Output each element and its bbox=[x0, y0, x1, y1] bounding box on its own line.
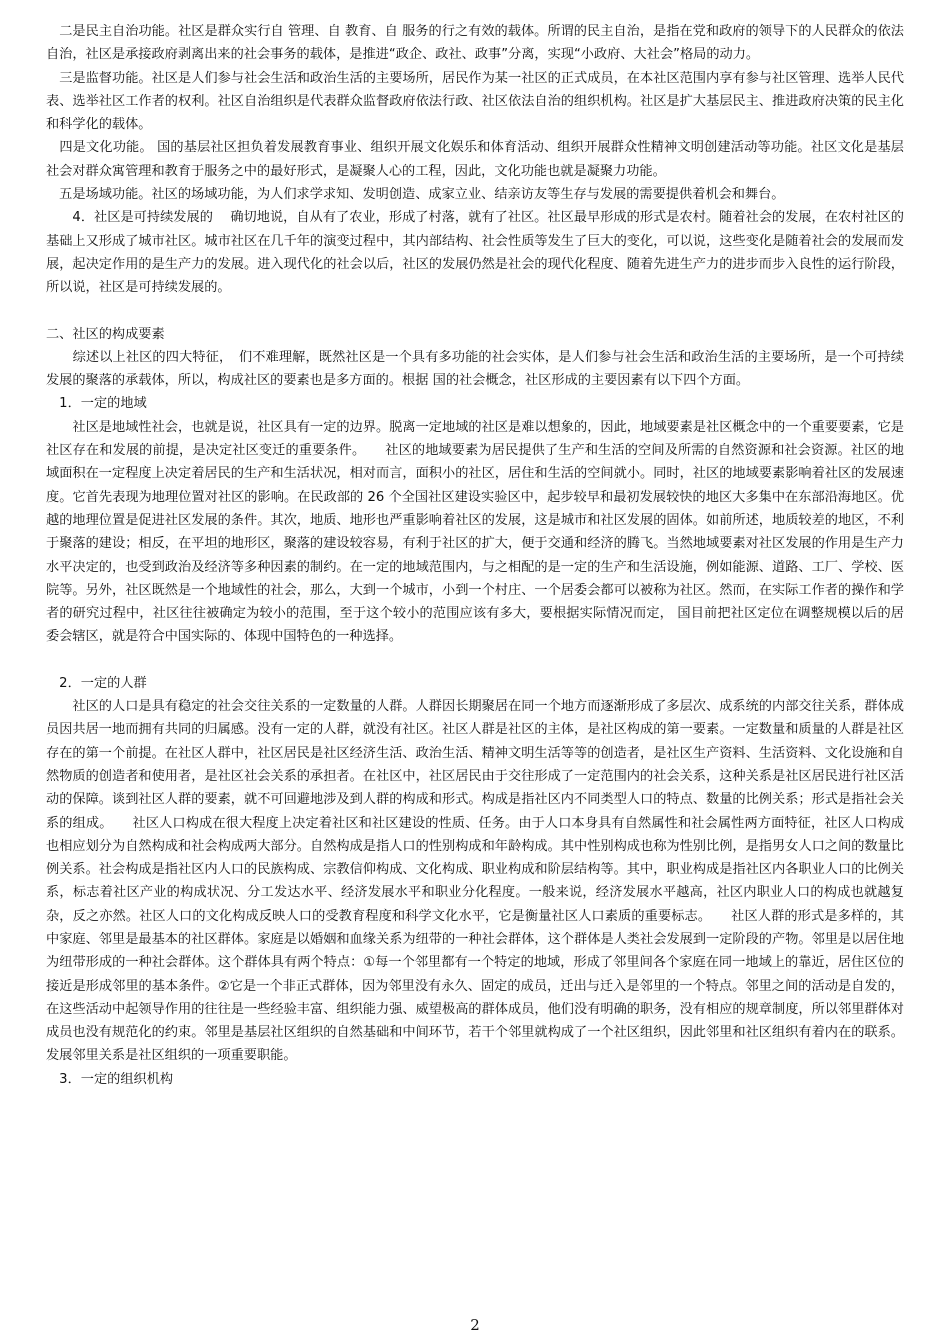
paragraph-culture: 四是文化功能。 国的基层社区担负着发展教育事业、组织开展文化娱乐和体育活动、组织开展群众性精神文明创建活动等功能。社区文化是基层社会对群众寓管理和教育于服务之中的最好形式，是凝聚人心的工程，因此，文化功能也就是凝聚力功能。 bbox=[46, 140, 904, 179]
paragraph-sustainable: 4．社区是可持续发展的 确切地说，自从有了农业，形成了村落，就有了社区。社区最早形成的形式是农村。随着社会的发展，在农村社区的基础上又形成了城市社区。城市社区在几千年的演变过程中，其内部结构、社会性质等发生了巨大的变化，可以说，这些变化是随着社会的发展而发展，起决定作用的是生产力的发展。进入现代化的社会以后，社区的发展仍然是社会的现代化程度、随着先进生产力的进步而步入良性的运行阶段，所以说，社区是可持续发展的。 bbox=[46, 210, 904, 296]
page-number: 2 bbox=[470, 1316, 480, 1334]
paragraph-population: 社区的人口是具有稳定的社会交往关系的一定数量的人群。人群因长期聚居在同一个地方而逐渐形成了多层次、成系统的内部交往关系，群体成员因共居一地而拥有共同的归属感。没有一定的人群，就没有社区。社区人群是社区的主体，是社区构成的第一要素。一定数量和质量的人群是社区存在的第一个前提。在社区人群中，社区居民是社区经济生活、政治生活、精神文明生活等等的创造者，是社区生产资料、生活资料、文化设施和自然物质的创造者和使用者，是社区社会关系的承担者。在社区中，社区居民由于交往形成了一定范围内的社会关系，这种关系是社区居民进行社区活动的保障。谈到社区人群的要素，就不可回避地涉及到人群的构成和形式。构成是指社区内不同类型人口的特点、数量的比例关系；形式是指社会关系的组成。 社区人口构成在很大程度上决定着社区和社区建设的性质、任务。由于人口本身具有自然属性和社会属性两方面特征，社区人口构成也相应划分为自然构成和社会构成两大部分。自然构成是指人口的性别构成和年龄构成。其中性别构成也称为性别比例，是指男女人口之间的数量比例关系。社会构成是指社区内人口的民族构成、宗教信仰构成、文化构成、职业构成和阶层结构等。其中，职业构成是指社区内各职业人口的比例关系，标志着社区产业的构成状况、分工发达水平、经济发展水平和职业分化程度。一般来说，经济发展水平越高，社区内职业人口的构成也就越复杂，反之亦然。社区人口的文化构成反映人口的受教育程度和科学文化水平，它是衡量社区人口素质的重要标志。 社区人群的形式是多样的，其中家庭、邻里是最基本的社区群体。家庭是以婚姻和血缘关系为纽带的一种社会群体，这个群体是人类社会发展到一定阶段的产物。邻里是以居住地为纽带形成的一种社会群体。这个群体具有两个特点：①每一个邻里都有一个特定的地域，形成了邻里间各个家庭在同一地域上的靠近，居住区位的接近是形成邻里的基本条件。②它是一个非正式群体，因为邻里没有永久、固定的成员，迁出与迁入是邻里的一个特点。邻里之间的活动是自发的，在这些活动中起领导作用的往往是一些经验丰富、组织能力强、威望极高的群体成员，他们没有明确的职务，没有相应的规章制度，所以邻里群体对成员也没有规范化的约束。邻里是基层社区组织的自然基础和中间环节，若干个邻里就构成了一个社区组织，因此邻里和社区组织有着内在的联系。发展邻里关系是社区组织的一项重要职能。 bbox=[46, 699, 904, 1064]
paragraph-democratic-autonomy: 二是民主自治功能。社区是群众实行自 管理、自 教育、自 服务的行之有效的载体。所谓的民主自治，是指在党和政府的领导下的人民群众的依法自治，社区是承接政府剥离出来的社会事务的载体，是推进“政企、政社、政事”分离，实现“小政府、大社会”格局的动力。 bbox=[46, 24, 904, 63]
subheading-population: 2．一定的人群 bbox=[46, 675, 147, 691]
paragraph-intro: 综述以上社区的四大特征， 们不难理解，既然社区是一个具有多功能的社会实体，是人们参与社会生活和政治生活的主要场所，是一个可持续发展的聚落的承载体，所以，构成社区的要素也是多方面的。根据 国的社会概念，社区形成的主要因素有以下四个方面。 bbox=[46, 349, 904, 389]
paragraph-field: 五是场域功能。社区的场域功能，为人们求学求知、发明创造、成家立业、结亲访友等生存与发展的需要提供着机会和舞台。 bbox=[46, 187, 785, 203]
paragraph-supervision: 三是监督功能。社区是人们参与社会生活和政治生活的主要场所，居民作为某一社区的正式成员，在本社区范围内享有参与社区管理、选举人民代表、选举社区工作者的权利。社区自治组织是代表群众监督政府依法行政、社区依法自治的组织机构。社区是扩大基层民主、推进政府决策的民主化和科学化的载体。 bbox=[46, 70, 904, 133]
document-body bbox=[46, 20, 904, 1091]
subheading-territory: 1．一定的地域 bbox=[46, 396, 147, 412]
section-heading: 二、社区的构成要素 bbox=[46, 326, 165, 342]
spacer bbox=[46, 649, 904, 672]
spacer bbox=[46, 300, 904, 323]
subheading-organization: 3．一定的组织机构 bbox=[46, 1071, 174, 1087]
paragraph-territory: 社区是地域性社会，也就是说，社区具有一定的边界。脱离一定地域的社区是难以想象的，因此，地域要素是社区概念中的一个重要要素，它是社区存在和发展的前提，是决定社区变迁的重要条件。 社区的地域要素为居民提供了生产和生活的空间及所需的自然资源和社会资源。社区的地域面积在一定程度上决定着居民的生产和生活状况，相对而言，面积小的社区，居住和生活的空间就小。同时，社区的地域要素影响着社区的发展速度。它首先表现为地理位置对社区的影响。在民政部的 26 个全国社区建设实验区中，起步较早和最初发展较快的地区大多集中在东部沿海地区。优越的地理位置是促进社区发展的条件。其次，地质、地形也严重影响着社区的发展，这是城市和社区发展的固体。如前所述，地质较差的地区，不利于聚落的建设；相反，在平坦的地形区，聚落的建设较容易，有利于社区的扩大，便于交通和经济的腾飞。当然地域要素对社区发展的作用是生产力水平决定的，也受到政治及经济等多种因素的制约。在一定的地域范围内，与之相配的是一定的生产和生活设施，例如能源、道路、工厂、学校、医院等。另外，社区既然是一个地域性的社会，那么，大到一个城市，小到一个村庄、一个居委会都可以被称为社区。然而，在实际工作者的操作和学者的研究过程中，社区往往被确定为较小的范围，至于这个较小的范围应该有多大，要根据实际情况而定， 国目前把社区定位在调整规模以后的居委会辖区，就是符合中国实际的、体现中国特色的一种选择。 bbox=[46, 419, 904, 645]
